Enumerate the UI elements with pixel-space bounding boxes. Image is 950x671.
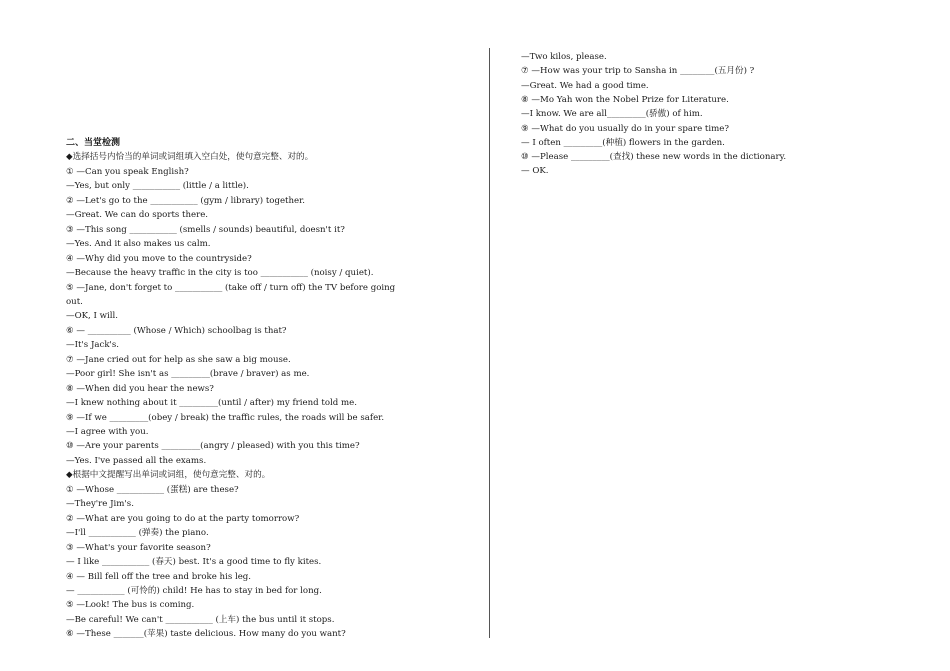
left-line: ① —Whose ___________ (蛋糕) are these? [66,484,239,495]
left-line: ③ —This song ___________ (smells / sounds) beautiful, doesn't it? [66,224,345,235]
left-line: ⑥ — __________ (Whose / Which) schoolbag is that? [66,325,287,336]
left-line: ④ —Why did you move to the countryside? [66,253,252,264]
left-line: —Be careful! We can't ___________ (上车) the bus until it stops. [66,614,335,625]
left-line: —I knew nothing about it _________(until / after) my friend told me. [66,398,357,409]
column-divider [489,48,490,638]
left-line: ⑤ —Look! The bus is coming. [66,600,195,611]
right-line: ⑧ —Mo Yah won the Nobel Prize for Literature. [521,94,729,105]
left-line: —Poor girl! She isn't as _________(brave / braver) as me. [66,369,310,380]
left-line: —Yes. I've passed all the exams. [66,455,207,466]
left-line: ⑩ —Are your parents _________(angry / pleased) with you this time? [66,441,360,452]
left-line: — I like ___________ (春天) best. It's a good time to fly kites. [66,557,322,568]
right-line: ⑦ —How was your trip to Sansha in ________(五月份) ? [521,66,755,77]
left-line: —They're Jim's. [66,499,134,510]
left-line: ◆选择括号内恰当的单词或词组填入空白处，使句意完整、对的。 [66,152,314,163]
left-line: ③ —What's your favorite season? [66,542,211,553]
right-line: — OK. [521,166,549,177]
left-line: ◆根据中文提醒写出单词或词组，使句意完整、对的。 [66,470,271,481]
left-line: —OK, I will. [66,311,118,322]
left-line: ⑥ —These _______(苹果) taste delicious. How many do you want? [66,629,346,640]
left-line: ② —What are you going to do at the party tomorrow? [66,513,300,524]
left-line: ⑤ —Jane, don't forget to ___________ (take off / turn off) the TV before going [66,282,396,293]
left-line: —It's Jack's. [66,340,120,351]
right-line: ⑨ —What do you usually do in your spare time? [521,123,729,134]
left-line: ① —Can you speak English? [66,166,189,177]
right-line: ⑩ —Please _________(查找) these new words in the dictionary. [521,152,787,163]
left-line: 二、当堂检测 [66,138,121,148]
right-line: —Two kilos, please. [521,52,607,62]
left-line: —I agree with you. [66,427,149,437]
left-line: —Great. We can do sports there. [66,210,209,221]
left-line: ④ — Bill fell off the tree and broke his leg. [66,571,252,582]
left-line: —Because the heavy traffic in the city is too ___________ (noisy / quiet). [66,268,374,279]
left-line: —I'll ___________ (弹奏) the piano. [66,528,209,539]
right-line: — I often _________(种植) flowers in the garden. [521,137,725,148]
left-line: ⑨ —If we _________(obey / break) the traffic rules, the roads will be safer. [66,412,385,423]
left-line: out. [66,296,83,307]
left-line: — ___________ (可怜的) child! He has to stay in bed for long. [66,585,322,596]
right-line: —Great. We had a good time. [521,80,649,91]
left-line: ⑧ —When did you hear the news? [66,383,214,394]
left-line: ⑦ —Jane cried out for help as she saw a big mouse. [66,354,291,365]
left-line: —Yes. And it also makes us calm. [66,239,211,250]
right-line: —I know. We are all_________(骄傲) of him. [521,109,703,120]
left-line: ② —Let's go to the ___________ (gym / library) together. [66,195,306,206]
left-line: —Yes, but only ___________ (little / a little). [66,181,249,192]
